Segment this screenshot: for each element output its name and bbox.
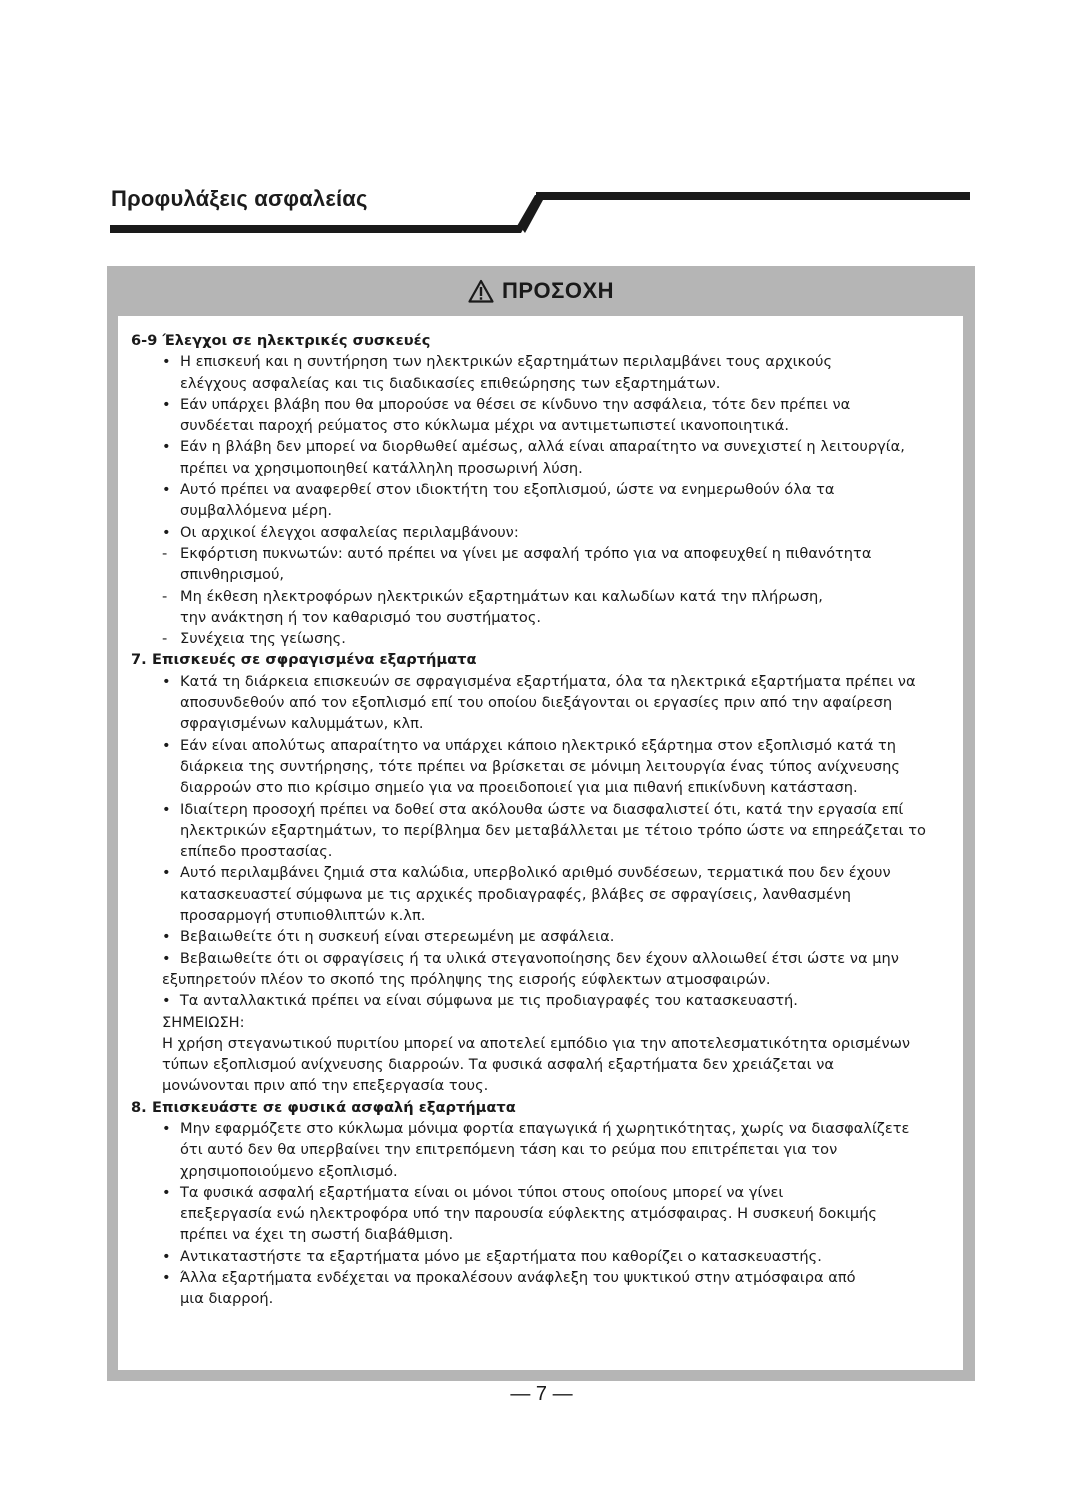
dash-icon: - <box>162 630 168 648</box>
item-text: Αυτό περιλαμβάνει ζημιά στα καλώδια, υπερβολικό αριθμό συνδέσεων, τερματικά που δεν έχουν <box>180 864 891 882</box>
note-text: Η χρήση στεγανωτικού πυριτίου μπορεί να αποτελεί εμπόδιο για την αποτελεσματικότητα ορισμένων <box>162 1034 911 1052</box>
bullet-icon: • <box>162 1269 171 1287</box>
note-block <box>131 1012 959 1097</box>
item-text: πρέπει να έχει τη σωστή διαβάθμιση. <box>180 1226 454 1244</box>
bullet-icon: • <box>162 481 171 499</box>
warning-triangle-icon <box>468 279 494 303</box>
bullet-icon: • <box>162 736 171 754</box>
list-item <box>131 1118 959 1182</box>
list-item <box>131 926 959 947</box>
item-text: Μην εφαρμόζετε στο κύκλωμα μόνιμα φορτία επαγωγικά ή χωρητικότητας, χωρίς να διασφαλίζετε <box>180 1119 910 1137</box>
item-text: Εάν η βλάβη δεν μπορεί να διορθωθεί αμέσως, αλλά είναι απαραίτητο να συνεχιστεί η λειτουργία, <box>180 438 905 456</box>
item-text: Η επισκευή και η συντήρηση των ηλεκτρικών εξαρτημάτων περιλαμβάνει τους αρχικούς <box>180 353 833 371</box>
section-heading-6-9: 6-9 Έλεγχοι σε ηλεκτρικές συσκευές <box>131 332 431 349</box>
item-text: προσαρμογή στυπιοθλιπτών κ.λπ. <box>180 907 426 925</box>
bullet-icon: • <box>162 992 171 1010</box>
list-item <box>131 735 959 799</box>
dash-item <box>131 543 959 586</box>
item-text: διαρροών στο πιο κρίσιμο σημείο για να προειδοποιεί για μια πιθανή επικίνδυνη κατάσταση. <box>180 779 858 797</box>
bullet-icon: • <box>162 1183 171 1201</box>
caution-title: ΠΡΟΣΟΧΗ <box>501 278 615 303</box>
section-heading-8 <box>131 1097 959 1118</box>
item-text: ότι αυτό δεν θα υπερβαίνει την επιτρεπόμενη τάση και το ρεύμα που επιτρέπεται για τον <box>180 1141 838 1159</box>
item-text: Οι αρχικοί έλεγχοι ασφαλείας περιλαμβάνουν: <box>180 523 519 541</box>
item-text: Εάν είναι απολύτως απαραίτητο να υπάρχει κάποιο ηλεκτρικό εξάρτημα στον εξοπλισμό κατά τη <box>180 736 897 754</box>
item-text: Αντικαταστήστε τα εξαρτήματα μόνο με εξαρτήματα που καθορίζει ο κατασκευαστής. <box>180 1247 822 1265</box>
item-text: σφραγισμένων καλυμμάτων, κλπ. <box>180 715 424 733</box>
item-text: συνδέεται παροχή ρεύματος στο κύκλωμα μέχρι να αντιμετωπιστεί ικανοποιητικά. <box>180 417 790 435</box>
bullet-icon: • <box>162 353 171 371</box>
bullet-icon: • <box>162 523 171 541</box>
list-item <box>131 351 959 394</box>
item-text: κατασκευαστεί σύμφωνα με τις αρχικές προδιαγραφές, βλάβες σε σφραγίσεις, λανθασμένη <box>180 885 851 903</box>
list-item <box>131 436 959 479</box>
list-item <box>131 1267 959 1310</box>
list-item <box>131 1246 959 1267</box>
item-text: συμβαλλόμενα μέρη. <box>180 502 333 520</box>
dash-item <box>131 628 959 649</box>
item-text: Μη έκθεση ηλεκτροφόρων ηλεκτρικών εξαρτημάτων και καλωδίων κατά την πλήρωση, <box>180 587 823 605</box>
item-text: επίπεδο προστασίας. <box>180 843 333 861</box>
item-text: Βεβαιωθείτε ότι η συσκευή είναι στερεωμένη με ασφάλεια. <box>180 928 615 946</box>
item-text: Άλλα εξαρτήματα ενδέχεται να προκαλέσουν ανάφλεξη του ψυκτικού στην ατμόσφαιρα από <box>180 1269 856 1287</box>
page-title: Προφυλάξεις ασφαλείας <box>111 186 368 211</box>
bullet-icon: • <box>162 928 171 946</box>
list-item <box>131 1182 959 1246</box>
item-text: Ιδιαίτερη προσοχή πρέπει να δοθεί στα ακόλουθα ώστε να διασφαλιστεί ότι, κατά την εργασία επί <box>180 800 904 818</box>
item-text: Κατά τη διάρκεια επισκευών σε σφραγισμένα εξαρτήματα, όλα τα ηλεκτρικά εξαρτήματα πρέπει να <box>180 672 916 690</box>
list-item-flat <box>131 948 959 991</box>
page-number: — 7 — <box>510 1383 573 1405</box>
section-number: 7. <box>131 651 147 669</box>
list-item <box>131 862 959 926</box>
item-text: Εκφόρτιση πυκνωτών: αυτό πρέπει να γίνει με ασφαλή τρόπο για να αποφευχθεί η πιθανότητα <box>180 544 872 562</box>
note-label: ΣΗΜΕΙΩΣΗ: <box>162 1013 245 1031</box>
note-text: μονώνονται πριν από την επεξεργασία τους. <box>162 1077 489 1095</box>
caution-content <box>131 330 959 1310</box>
item-text: Τα ανταλλακτικά πρέπει να είναι σύμφωνα με τις προδιαγραφές του κατασκευαστή. <box>179 992 798 1010</box>
bullet-icon: • <box>162 949 171 967</box>
section-title: Επισκευάστε σε φυσικά ασφαλή εξαρτήματα <box>152 1098 516 1116</box>
list-item <box>131 671 959 735</box>
list-item <box>131 479 959 522</box>
item-text: αποσυνδεθούν από τον εξοπλισμό επί του οποίου διεξάγονται οι εργασίες πριν από την αφαίρεση <box>180 694 893 712</box>
item-text: σπινθηρισμού, <box>180 566 285 584</box>
item-text: Βεβαιωθείτε ότι οι σφραγίσεις ή τα υλικά στεγανοποίησης δεν έχουν αλλοιωθεί έτσι ώστε να μην <box>179 949 899 967</box>
item-text: πρέπει να χρησιμοποιηθεί κατάλληλη προσωρινή λύση. <box>180 459 583 477</box>
dash-item <box>131 586 959 629</box>
bullet-icon: • <box>162 864 171 882</box>
item-text: ηλεκτρικών εξαρτημάτων, το περίβλημα δεν μεταβάλλεται με τέτοιο τρόπο ώστε να επηρεάζεται το <box>180 821 926 839</box>
list-item <box>131 522 959 543</box>
item-text: χρησιμοποιούμενο εξοπλισμό. <box>180 1162 398 1180</box>
caution-box <box>107 266 975 1381</box>
bullet-icon: • <box>162 1119 171 1137</box>
item-text: Εάν υπάρχει βλάβη που θα μπορούσε να θέσει σε κίνδυνο την ασφάλεια, τότε δεν πρέπει να <box>180 395 851 413</box>
item-text: διάρκεια της συντήρησης, τότε πρέπει να βρίσκεται σε μόνιμη λειτουργία ένας τύπος ανίχνευσης <box>180 757 900 775</box>
list-item <box>131 394 959 437</box>
section-title: Επισκευές σε σφραγισμένα εξαρτήματα <box>152 651 477 669</box>
bullet-icon: • <box>162 672 171 690</box>
item-text: την ανάκτηση ή τον καθαρισμό του συστήματος. <box>180 608 542 626</box>
note-text: τύπων εξοπλισμού ανίχνευσης διαρροών. Τα φυσικά ασφαλή εξαρτήματα δεν χρειάζεται να <box>162 1056 834 1074</box>
item-text: Τα φυσικά ασφαλή εξαρτήματα είναι οι μόνοι τύποι στους οποίους μπορεί να γίνει <box>180 1183 784 1201</box>
list-item-flat <box>131 990 959 1011</box>
bullet-icon: • <box>162 438 171 456</box>
section-number: 8. <box>131 1098 147 1116</box>
item-text: μια διαρροή. <box>180 1290 274 1308</box>
dash-icon: - <box>162 544 168 562</box>
section-heading-7 <box>131 649 959 670</box>
bullet-icon: • <box>162 1247 171 1265</box>
caution-header <box>107 266 975 316</box>
bullet-icon: • <box>162 395 171 413</box>
item-text: εξυπηρετούν πλέον το σκοπό της πρόληψης της εισροής εύφλεκτων ατμοσφαιρών. <box>162 970 771 988</box>
item-text: ελέγχους ασφαλείας και τις διαδικασίες επιθεώρησης των εξαρτημάτων. <box>180 374 721 392</box>
caution-body <box>118 316 963 1370</box>
item-text: Αυτό πρέπει να αναφερθεί στον ιδιοκτήτη του εξοπλισμού, ώστε να ενημερωθούν όλα τα <box>180 481 835 499</box>
item-text: επεξεργασία ενώ ηλεκτροφόρα υπό την παρουσία εύφλεκτης ατμόσφαιρας. Η συσκευή δοκιμής <box>180 1205 877 1223</box>
bullet-icon: • <box>162 800 171 818</box>
title-underline-rule <box>0 0 1083 240</box>
dash-icon: - <box>162 587 168 605</box>
item-text: Συνέχεια της γείωσης. <box>180 630 346 648</box>
list-item <box>131 799 959 863</box>
